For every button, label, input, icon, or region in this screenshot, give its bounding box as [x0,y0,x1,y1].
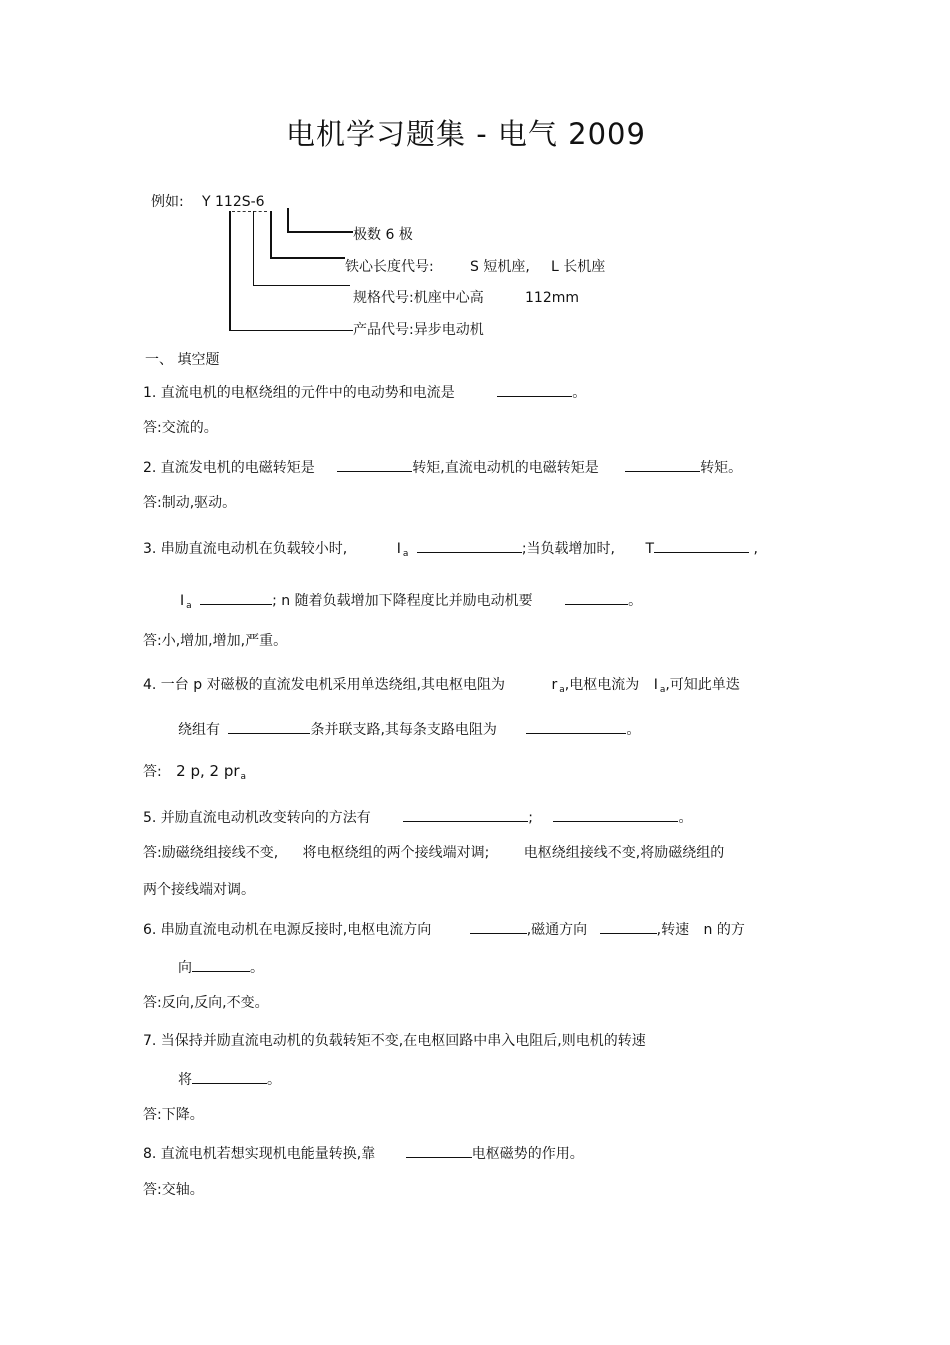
page-title: 电机学习题集 - 电气 2009 [286,117,646,151]
question-6-line-1 [143,919,745,939]
answer-5-line-2: 两个接线端对调。 [143,882,255,898]
legend-product-code: 产品代号:异步电动机 [353,322,484,338]
answer-1: 答:交流的。 [143,420,218,436]
punctuation: , [753,541,758,557]
symbol-ra: r [551,677,558,693]
question-1 [143,382,586,402]
answer-blank[interactable] [228,719,310,734]
legend-long-frame: L 长机座 [551,259,606,275]
question-4-text: 4. 一台 p 对磁极的直流发电机采用单迭绕组,其电枢电阻为 [143,677,506,693]
question-8-text: 8. 直流电机若想实现机电能量转换,靠 [143,1146,376,1162]
answer-blank[interactable] [625,457,700,472]
punctuation: 。 [678,810,693,826]
question-3-mid: ;当负载增加时, [521,541,615,557]
answer-3: 答:小,增加,增加,严重。 [143,633,288,649]
question-4-line-2 [178,719,640,739]
question-6-mid-1: ,磁通方向 [526,922,588,938]
answer-formula: 2 p, 2 pr [176,762,240,780]
answer-5-part-a: 答:励磁绕组接线不变, [143,845,279,861]
answer-7: 答:下降。 [143,1107,204,1123]
answer-blank[interactable] [417,538,522,553]
answer-blank[interactable] [497,382,572,397]
answer-4 [143,762,246,786]
punctuation: 。 [250,960,264,976]
punctuation: 。 [267,1072,281,1088]
question-2 [143,457,742,477]
section-heading: 一、 填空题 [145,352,220,368]
subscript-a: a [240,772,247,782]
question-3-line-2 [180,590,642,615]
question-2-mid: 转矩,直流电动机的电磁转矩是 [412,460,599,476]
subscript-a: a [559,685,565,695]
question-4-line-2-b: 条并联支路,其每条支路电阻为 [310,722,497,738]
answer-5-line-1 [143,844,724,862]
answer-blank[interactable] [600,919,657,934]
symbol-ia: I [653,677,658,693]
question-5-text: 5. 并励直流电动机改变转向的方法有 [143,810,371,826]
question-7-line-2-text: 将 [178,1072,192,1088]
subscript-a: a [659,685,666,695]
question-7-line-1: 7. 当保持并励直流电动机的负载转矩不变,在电枢回路中串入电阻后,则电机的转速 [143,1033,646,1049]
question-4-line-2-a: 绕组有 [178,722,220,738]
answer-blank[interactable] [200,590,272,605]
answer-5-part-c: 电枢绕组接线不变,将励磁绕组的 [523,845,725,861]
answer-blank[interactable] [192,1069,267,1084]
question-3-line-2-text: ; n 随着负载增加下降程度比并励电动机要 [272,593,533,609]
legend-length-code: 铁心长度代号: [345,259,434,275]
example-prefix: 例如: [151,194,184,210]
question-8 [143,1143,584,1163]
legend-size-code: 规格代号:机座中心高 [353,290,484,306]
symbol-t: T [645,541,655,557]
answer-blank[interactable] [337,457,412,472]
question-1-text: 1. 直流电机的电枢绕组的元件中的电动势和电流是 [143,385,455,401]
question-8-end: 电枢磁势的作用。 [471,1146,584,1162]
question-6-text: 6. 串励直流电动机在电源反接时,电枢电流方向 [143,922,432,938]
answer-blank[interactable] [192,957,250,972]
punctuation: 。 [628,593,643,609]
subscript-a: a [186,601,192,611]
answer-blank[interactable] [654,538,749,553]
subscript-a: a [402,549,409,559]
answer-5-part-b: 将电枢绕组的两个接线端对调; [302,845,490,861]
answer-8: 答:交轴。 [143,1182,204,1198]
example-model: Y 112S-6 [202,194,265,210]
question-4-mid: ,电枢电流为 [564,677,640,693]
answer-blank[interactable] [565,590,628,605]
answer-blank[interactable] [553,807,678,822]
question-4-end: ,可知此单迭 [665,677,740,693]
legend-poles: 极数 6 极 [353,227,413,243]
question-2-text: 2. 直流发电机的电磁转矩是 [143,460,315,476]
punctuation: ; [528,810,533,826]
answer-6: 答:反向,反向,不变。 [143,995,269,1011]
question-6-line-2-text: 向 [178,960,192,976]
legend-short-frame: S 短机座, [470,259,530,275]
answer-prefix: 答: [143,764,162,780]
punctuation: 。 [572,385,587,401]
question-7-line-2 [178,1069,281,1089]
question-2-end: 转矩。 [700,460,743,476]
question-6-mid-2: ,转速 [656,922,690,938]
question-3-line-1 [143,538,758,563]
answer-2: 答:制动,驱动。 [143,495,237,511]
answer-blank[interactable] [470,919,527,934]
legend-size-value: 112mm [525,290,579,306]
answer-blank[interactable] [526,719,626,734]
question-3-text: 3. 串励直流电动机在负载较小时, [143,541,348,557]
question-5 [143,807,692,827]
symbol-ia: I [396,541,401,557]
answer-blank[interactable] [406,1143,472,1158]
question-4-line-1 [143,676,740,699]
punctuation: 。 [626,722,641,738]
answer-blank[interactable] [403,807,528,822]
symbol-ia: I [180,593,185,609]
question-6-line-2 [178,957,264,977]
question-6-n: n 的方 [703,922,745,938]
